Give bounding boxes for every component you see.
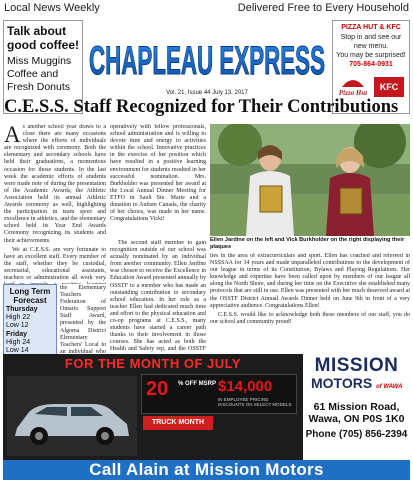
- discount-percent-label: % OFF MSRP: [178, 381, 217, 387]
- article-text: s another school year draws to a close there are many occasions where the efforts of individuals are recognized with ceremony. Both the elementary and secondary schools have held their graduations, a momentous occasion for those students. In the last week the academic efforts of students were made note of during the presentation of the Academic Awards, the Athletic Association held its annual Athletic Awards ceremony as well, highlighting the participation in team sport and excellence in athletics, and the elementary school held its Year End Awards Ceremony recognizing its students and their achievements.: [4, 124, 106, 244]
- promo-line: Stop in and see our: [340, 34, 402, 41]
- dealer-address-2: Wawa, ON P0S 1K0: [308, 413, 405, 425]
- article-col-2b: The second staff member to gain recognition outside of our school was actually nominated by an individual from another community. Ellen Jardine was chosen to receive the Excellence in Education Award presented annually by OSSTF to a member who has made an outstanding contribution to secondary school education. In her role as a teacher Ellen had dedicated much time and effort to the physical education and co-op programs at C.E.S.S., many students have started a career path thanks to their involvement in those courses. She has acted as both the Health and Safety rep, and the OSSTF: [110, 240, 206, 353]
- employee-discount: $14,000: [218, 378, 273, 395]
- article-paragraph: [4, 124, 106, 245]
- article-photo: [210, 124, 410, 236]
- headline: C.E.S.S. Staff Recognized for Their Contributions: [4, 97, 399, 117]
- dealer-motors: MOTORS: [311, 375, 373, 391]
- coffee-ad-line: Coffee and: [7, 68, 59, 80]
- forecast-high: High 22: [6, 314, 31, 321]
- masthead-logo: [86, 20, 328, 90]
- forecast-low: Low 12: [6, 322, 29, 329]
- article-paragraph: We at C.E.S.S. are very fortunate to have an excellent staff. Every member of the staff, whether they be custodial, secretarial, educational assistants, teachers or administration all work very: [4, 246, 106, 281]
- article-col-2: operatively with fellow professionals, school administration and is willing to devote time and energy to activities within the school. Innovative practices in the exercise of her position which have resulted in a positive learning environment for students resulted in her successful nomination. Mrs. Burkholder was presented her award at the Local Annual Dinner Meeting for ETFO in Sault Ste. Marie and a donation to Autism Canada, the charity of her choice, was made in her name. Congratulations Vicki!: [110, 124, 206, 223]
- staff-photo-image: [210, 124, 410, 236]
- coffee-ad-line: Miss Muggins: [7, 55, 72, 67]
- kfc-logo-icon: KFC: [374, 77, 404, 97]
- promo-phone: 705-864-0931: [349, 61, 393, 68]
- forecast-low: Low 14: [6, 347, 29, 354]
- ad-banner[interactable]: Call Alain at Mission Motors: [3, 460, 410, 480]
- coffee-ad-body: [4, 53, 82, 94]
- coffee-ad-line: Fresh Donuts: [7, 81, 71, 93]
- masthead: [86, 20, 328, 90]
- forecast-day: [4, 331, 56, 355]
- pizza-hut-logo-icon: [339, 75, 367, 99]
- photo-caption: Ellen Jardine on the left and Vick Burkholder on the right displaying their plaques: [210, 237, 405, 250]
- article-col-3: [210, 253, 410, 353]
- forecast-title: Long Term Forecast: [9, 287, 51, 305]
- article-col-1b: the Elementary Teachers Federation of Ontario Support Staff Award, presented by the Algoma District Elementary Teachers' Local to an individual who: [60, 285, 106, 353]
- car-image: [7, 376, 137, 456]
- article-paragraph: lies in the area of extracurriculars and sport. Ellen has coached and refereed in NSSSAA for 34 years and made unparalleled contributions to the development of our league in terms of its Constitution, Bylaws and Playing Regulations. Her knowledge and expertise have been called upon by members of our league all along the North Shore, and during her time on the Executive she established many protocols that are still in use. Ellen was presented with her much deserved award at the OSSTF District Annual Awards Dinner held on June 9th in front of a very appreciative audience. Congratulations Ellen!: [210, 253, 410, 309]
- dealer-address-1: 61 Mission Road,: [313, 401, 400, 413]
- truck-month-badge: TRUCK MONTH: [143, 416, 213, 430]
- ad-promo-panel: [3, 354, 303, 460]
- promo-line: You may be surprised!: [336, 52, 406, 59]
- dealer-name-2: [303, 376, 410, 395]
- article-col-1: [4, 124, 106, 284]
- coffee-ad-heading-2: good coffee!: [7, 38, 79, 52]
- tagline-left: Local News Weekly: [4, 2, 100, 14]
- discount-badge: [141, 374, 297, 414]
- forecast-day-name: Friday: [6, 331, 28, 338]
- promo-line: new menu.: [353, 43, 389, 50]
- ad-month-title: FOR THE MONTH OF JULY: [64, 356, 242, 371]
- pizza-hut-logo-text: Pizza Hut: [339, 89, 367, 97]
- tagline-right: Delivered Free to Every Household: [237, 2, 409, 14]
- mission-motors-ad[interactable]: [3, 354, 410, 480]
- issue-line: Vol. 21, Issue 44 July 13, 2017: [166, 90, 248, 96]
- forecast-day: [4, 306, 56, 330]
- dealer-location: of WAWA: [376, 384, 403, 390]
- forecast-high: High 24: [6, 339, 31, 346]
- dealer-name: MISSION: [314, 355, 399, 376]
- dealer-info: [303, 354, 410, 460]
- top-bar: [0, 0, 413, 18]
- forecast-day-name: Thursday: [6, 306, 38, 313]
- dealer-phone: Phone (705) 856-2394: [305, 429, 408, 440]
- drop-cap: A: [4, 124, 21, 147]
- masthead-title: CHAPLEAU EXPRESS: [89, 39, 325, 83]
- article-paragraph: C.E.S.S. would like to acknowledge both these members of our staff, you do our school and community proud!: [210, 311, 410, 325]
- discount-percent: 20: [146, 378, 169, 400]
- employee-discount-label: IN EMPLOYEE PRICING DISCOUNTS ON SELECT MODELS: [218, 397, 292, 407]
- coffee-ad-heading-1: Talk about: [7, 24, 67, 38]
- promo-title: PIZZA HUT & KFC: [341, 24, 401, 31]
